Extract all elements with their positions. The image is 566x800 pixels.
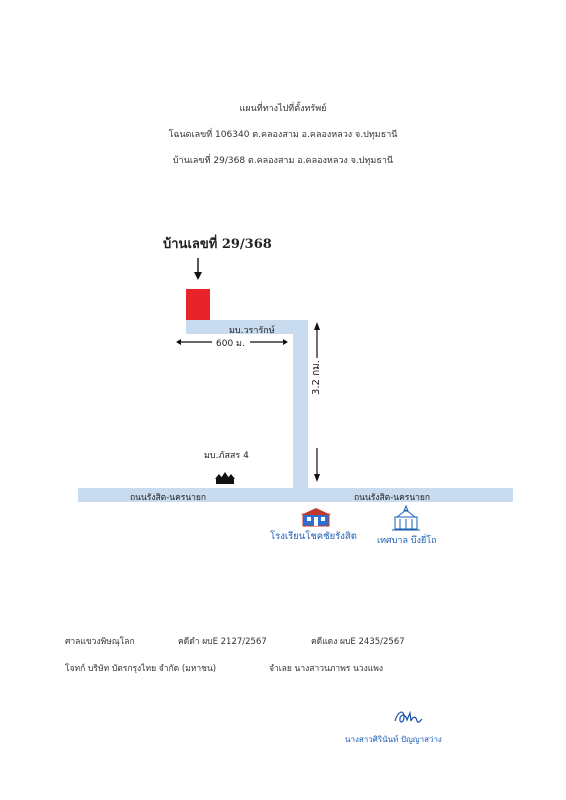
distance-vertical-label: 3.2 กม. [311,360,322,395]
defendant: จำเลย นางสาวนภาพร นวงแพง [269,664,384,674]
plaintiff: โจทก์ บริษัท บัตรกรุงไทย จำกัด (มหาชน) [65,664,217,674]
house-number-label: บ้านเลขที่ 29/368 [163,237,272,252]
village-road-vertical [293,320,308,488]
house-line: บ้านเลขที่ 29/368 ต.คลองสาม อ.คลองหลวง จ.ปทุมธานี [172,156,394,166]
municipality-building-icon [391,505,421,531]
document-title: แผนที่ทางไปที่ตั้งทรัพย์ [239,104,327,114]
house-pointer-arrow [194,258,202,280]
court-name: ศาลแขวงพิษณุโลก [65,637,135,647]
distance-vertical-arrow [314,322,320,482]
distance-horizontal-label: 600 ม. [216,339,245,349]
red-case-number: คดีแดง ผบE 2435/2567 [311,637,405,647]
main-road-label-right: ถนนรังสิต-นครนายก [354,493,431,503]
municipality-label: เทศบาล บึงยี่โถ [377,536,437,546]
signer-name: นางสาวศิรินันท์ ปัญญาสว่าง [345,735,442,744]
deed-line: โฉนดเลขที่ 106340 ต.คลองสาม อ.คลองหลวง จ.ปทุมธานี [168,130,398,140]
village-road-label: มบ.วรารักษ์ [229,326,275,336]
village-label: มบ.ภัสสร 4 [204,451,249,461]
village-houses-icon [214,471,236,485]
black-case-number: คดีดำ ผบE 2127/2567 [178,637,267,647]
house-marker [186,289,210,320]
school-icon [301,507,331,527]
signature [392,707,424,729]
main-road-label-left: ถนนรังสิต-นครนายก [130,493,207,503]
school-label: โรงเรียนโชคชัยรังสิต [270,531,357,542]
